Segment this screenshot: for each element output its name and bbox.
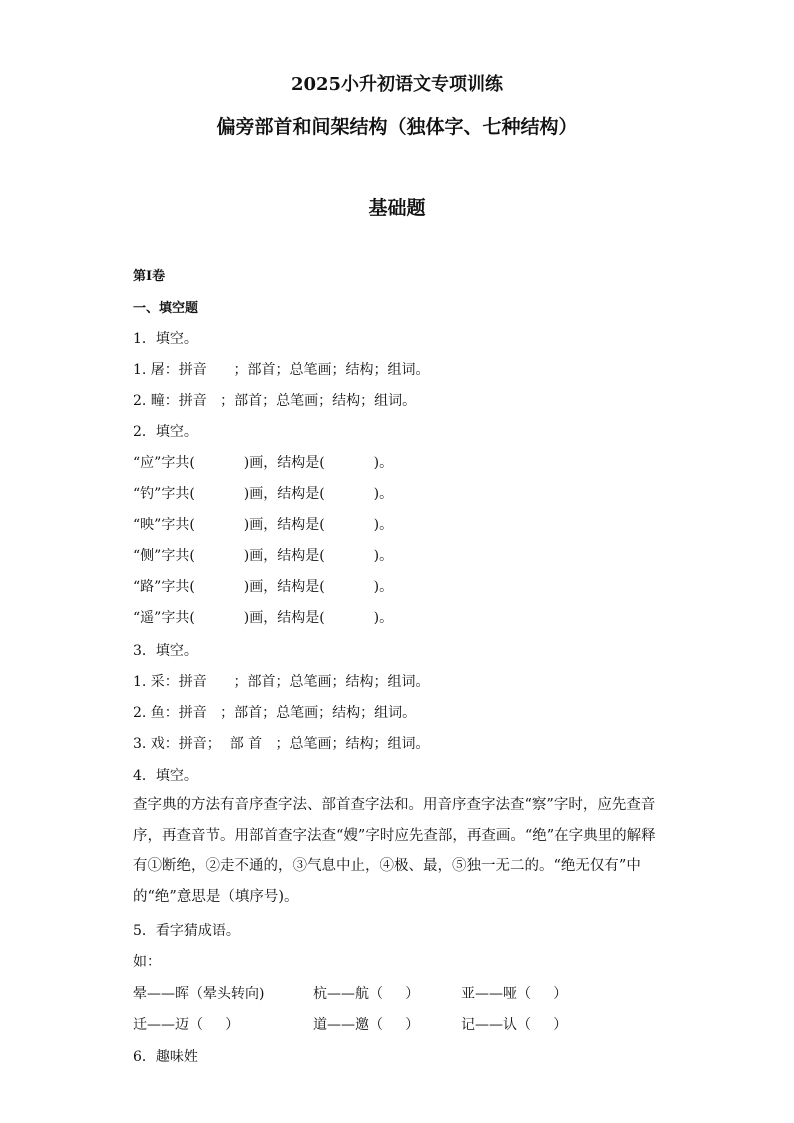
idiom-pair: 亚——哑（ ） (461, 986, 568, 1002)
part-heading: 一、填空题 (133, 301, 199, 316)
volume-label: 第I卷 (133, 269, 166, 284)
question-2-item: “钓”字共( )画，结构是( )。 (133, 486, 394, 502)
question-6-heading: 6．趣味姓 (133, 1049, 198, 1065)
question-4-text: 查字典的方法有音序查字法、部首查字法和。用音序查字法查“察”字时，应先查音序，再查音节。用部首查字法查“嫂”字时应先查部，再查画。“绝”在字典里的解释有①断绝，②走不通的，③气息中止，④极、最，⑤独一无二的。“绝无仅有”中的“绝”意思是（填序号)。 (133, 797, 656, 905)
idiom-pair: 杭——航（ ） (313, 986, 420, 1002)
question-2-heading: 2．填空。 (133, 424, 198, 440)
document-subtitle: 偏旁部首和间架结构（独体字、七种结构） (216, 116, 578, 138)
section-title: 基础题 (368, 197, 426, 219)
question-3-item: 3. 戏：拼音； 部 首 ；总笔画；结构；组词。 (133, 736, 430, 752)
question-5-heading: 5．看字猜成语。 (133, 923, 240, 939)
question-1-item: 2. 疃：拼音 ；部首；总笔画；结构；组词。 (133, 393, 417, 409)
question-1-item: 1. 屠：拼音 ；部首；总笔画；结构；组词。 (133, 362, 430, 378)
idiom-pair: 晕——晖（晕头转向) (133, 986, 265, 1002)
question-2-item: “应”字共( )画，结构是( )。 (133, 455, 394, 471)
question-3-item: 2. 鱼：拼音 ；部首；总笔画；结构；组词。 (133, 705, 417, 721)
question-2-item: “侧”字共( )画，结构是( )。 (133, 548, 394, 564)
idiom-pair: 道——邀（ ） (313, 1017, 420, 1033)
question-4-heading: 4．填空。 (133, 768, 198, 784)
example-label: 如： (133, 954, 161, 970)
question-1-heading: 1．填空。 (133, 331, 198, 347)
idiom-pair: 迁——迈（ ） (133, 1017, 240, 1033)
idiom-pair: 记——认（ ） (461, 1017, 568, 1033)
question-2-item: “映”字共( )画，结构是( )。 (133, 517, 394, 533)
document-title: 2025小升初语文专项训练 (290, 74, 504, 95)
question-2-item: “路”字共( )画，结构是( )。 (133, 579, 394, 595)
question-3-heading: 3．填空。 (133, 643, 198, 659)
question-3-item: 1. 采：拼音 ；部首；总笔画；结构；组词。 (133, 674, 430, 690)
question-2-item: “遥”字共( )画，结构是( )。 (133, 610, 394, 626)
